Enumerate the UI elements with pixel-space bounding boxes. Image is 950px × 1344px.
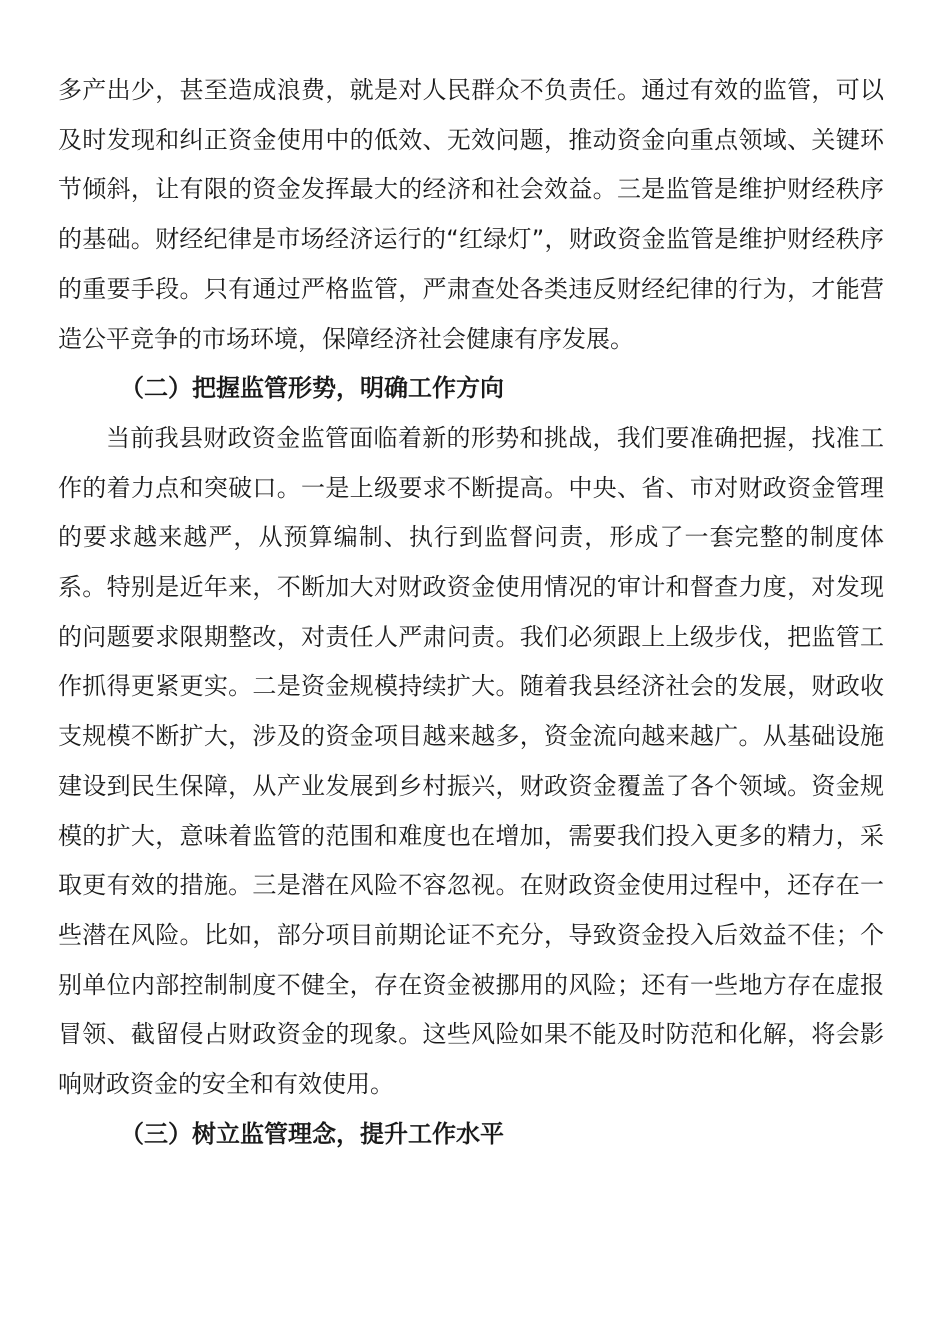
document-page [58,66,884,1159]
section-heading-3: （三）树立监管理念，提升工作水平 [120,1119,504,1148]
body-paragraph-1: 多产出少，甚至造成浪费，就是对人民群众不负责任。通过有效的监管，可以及时发现和纠正资金使用中的低效、无效问题，推动资金向重点领域、关键环节倾斜，让有限的资金发挥最大的经济和社会效益。三是监管是维护财经秩序的基础。财经纪律是市场经济运行的“红绿灯”，财政资金监管是维护财经秩序的重要手段。只有通过严格监管，严肃查处各类违反财经纪律的行为，才能营造公平竞争的市场环境，保障经济社会健康有序发展。 [58,76,884,353]
section-heading-2: （二）把握监管形势，明确工作方向 [120,374,504,403]
body-paragraph-2: 当前我县财政资金监管面临着新的形势和挑战，我们要准确把握，找准工作的着力点和突破口。一是上级要求不断提高。中央、省、市对财政资金管理的要求越来越严，从预算编制、执行到监督问责，形成了一套完整的制度体系。特别是近年来，不断加大对财政资金使用情况的审计和督查力度，对发现的问题要求限期整改，对责任人严肃问责。我们必须跟上上级步伐，把监管工作抓得更紧更实。二是资金规模持续扩大。随着我县经济社会的发展，财政收支规模不断扩大，涉及的资金项目越来越多，资金流向越来越广。从基础设施建设到民生保障，从产业发展到乡村振兴，财政资金覆盖了各个领域。资金规模的扩大，意味着监管的范围和难度也在增加，需要我们投入更多的精力，采取更有效的措施。三是潜在风险不容忽视。在财政资金使用过程中，还存在一些潜在风险。比如，部分项目前期论证不充分，导致资金投入后效益不佳；个别单位内部控制制度不健全，存在资金被挪用的风险；还有一些地方存在虚报冒领、截留侵占财政资金的现象。这些风险如果不能及时防范和化解，将会影响财政资金的安全和有效使用。 [58,423,884,1099]
